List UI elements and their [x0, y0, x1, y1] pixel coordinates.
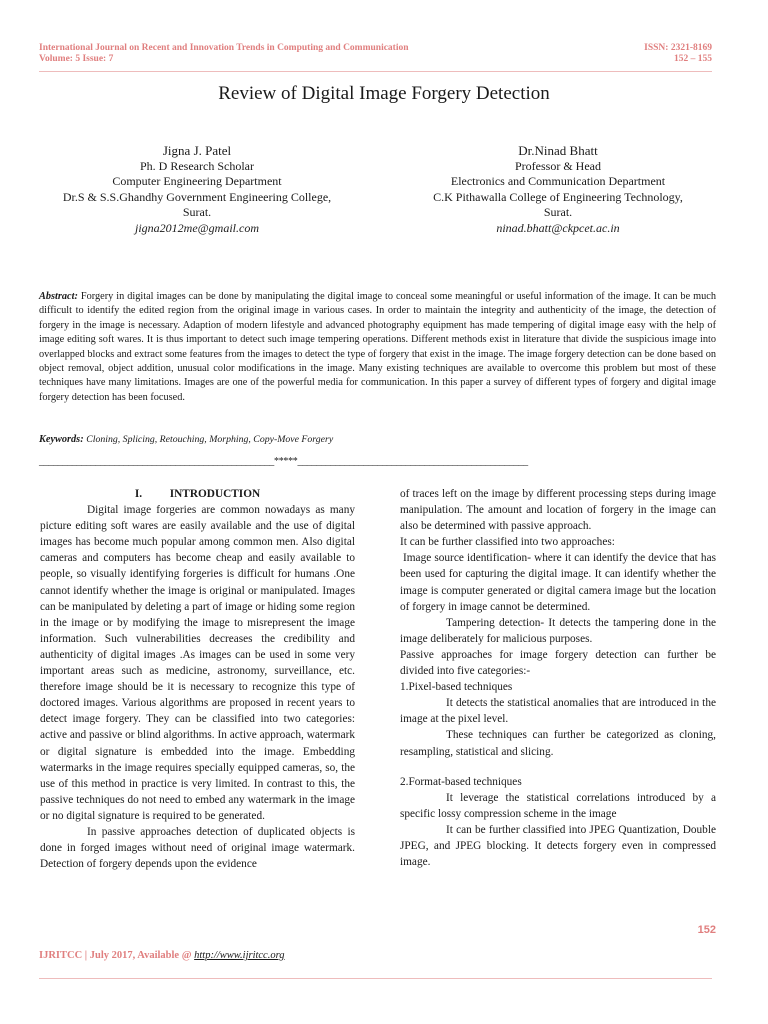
paragraph: It leverage the statistical correlations introduced by a specific lossy compression scheme in the image	[400, 791, 716, 820]
paper-title: Review of Digital Image Forgery Detection	[218, 83, 550, 104]
paragraph: Digital image forgeries are common nowadays as many picture editing soft wares are easily available and the use of digital images has become much popular among common men. Also digital cameras and computers has become cheap and easily available to people, so visually identifying forgeries is difficult for humans .One cannot identify whether the image is original or manipulated. Images can be manipulated by deleting a part of image or hiding some region in the image or by modifying the image to misrepresent the image information. Such vulnerabilities decreases the credibility and authenticity of digital images .As images can be used in some very important areas such as medicine, astronomy, surveillance, etc. therefore image should be it is necessary to recognize this type of doctored images. Various algorithms are proposed in recent years to detect image forgery. They can be classified into two categories: active and passive or blind algorithms. In active approach, watermark or digital signature is embedded into the image. Embedding watermarks in the image requires specially equipped cameras, so, the use of this method in practice is very limited. In contrast to this, the passive techniques do not need to embed any watermark in the image or no digital signature is required to be generated.	[40, 504, 355, 822]
author-city: Surat.	[182, 205, 212, 219]
author-department: Electronics and Communication Department	[450, 174, 666, 188]
footer-link[interactable]: http://www.ijritcc.org	[194, 950, 285, 961]
header-right	[644, 43, 712, 65]
footer-text: IJRITCC | July 2017, Available @	[39, 950, 195, 961]
subheading: 1.Pixel-based techniques	[400, 681, 513, 694]
left-column	[40, 486, 355, 872]
spacer	[400, 760, 716, 774]
paragraph: of traces left on the image by different processing steps during image manipulation. The amount and location of forgery in the image can also be determined with passive approach.	[400, 488, 716, 533]
abstract	[39, 290, 716, 405]
footer	[39, 950, 285, 961]
journal-volume: Volume: 5 Issue: 7	[39, 54, 114, 64]
keywords-text: Cloning, Splicing, Retouching, Morphing, Copy-Move Forgery	[86, 434, 334, 445]
author-role: Professor & Head	[515, 158, 601, 173]
section-title: INTRODUCTION	[169, 488, 261, 500]
paragraph: Image source identification- where it can identify the device that has been used for capturing the digital image. It can identify whether the image is computer generated or digital camera image but the location of forgery in image cannot be determined.	[400, 552, 716, 613]
issn: ISSN: 2321-8169	[644, 43, 712, 53]
abstract-text: Forgery in digital images can be done by manipulating the digital image to conceal some meaningful or useful information of the image. It can be much difficult to identify the edited region from the original image in various cases. In order to maintain the integrity and authenticity of the image, the detection of forgery in the image is necessary. Adaption of modern lifestyle and advanced photography equipment has made tempering of digital image easy with the help of image editing soft wares. It is thus important to detect such image tempering operations. Different methods exist in literature that divide the suspicious image into overlapped blocks and extract some features from the images to detect the type of forgery that exist in the image. The image forgery detection can be done based on object removal, object addition, unusual color modifications in the image. Many existing techniques are available to overcome this problem but most of these techniques have many limitations. Images are one of the powerful media for communication. In this paper a survey of different types of forgery and digital image forgery detection has been focused.	[39, 291, 716, 403]
paragraph: Passive approaches for image forgery detection can further be divided into five categories:-	[400, 648, 716, 678]
paragraph: It can be further classified into JPEG Quantization, Double JPEG, and JPEG blocking. It detects forgery even in compressed image.	[400, 823, 716, 869]
subheading: 2.Format-based techniques	[400, 775, 522, 788]
keywords	[39, 434, 333, 445]
footer-rule	[39, 978, 712, 979]
right-column	[400, 486, 716, 870]
author-name: Jigna J. Patel	[162, 143, 232, 158]
author-name: Dr.Ninad Bhatt	[518, 143, 598, 158]
paragraph: It can be further classified into two approaches:	[400, 536, 615, 549]
author-department: Computer Engineering Department	[112, 174, 282, 188]
author-email[interactable]: ninad.bhatt@ckpcet.ac.in	[496, 220, 620, 235]
paragraph: Tampering detection- It detects the tampering done in the image deliberately for malicious purposes.	[400, 616, 716, 645]
page-number: 152	[697, 924, 716, 936]
author-institution: Dr.S & S.S.Ghandhy Government Engineering College,	[62, 189, 332, 204]
author-1	[30, 143, 364, 236]
author-institution: C.K Pithawalla College of Engineering Technology,	[433, 189, 683, 204]
separator-line: __________________________________________________*****_________________________________________________	[39, 456, 528, 467]
author-2	[388, 143, 728, 236]
author-email[interactable]: jigna2012me@gmail.com	[134, 220, 260, 235]
abstract-label: Abstract:	[39, 291, 78, 302]
header-rule	[39, 71, 712, 72]
paragraph: In passive approaches detection of duplicated objects is done in forged images without need of original image watermark. Detection of forgery depends upon the evidence	[40, 825, 355, 871]
section-heading	[40, 486, 355, 502]
keywords-label: Keywords:	[39, 434, 84, 445]
author-city: Surat.	[543, 205, 573, 219]
journal-name: International Journal on Recent and Innovation Trends in Computing and Communication	[39, 43, 409, 53]
paragraph: These techniques can further be categorized as cloning, resampling, statistical and slicing.	[400, 729, 716, 758]
section-number: I.	[134, 488, 143, 500]
page-range: 152 – 155	[674, 54, 712, 64]
header-left	[39, 43, 409, 65]
paragraph: It detects the statistical anomalies that are introduced in the image at the pixel level.	[400, 697, 716, 726]
author-role: Ph. D Research Scholar	[140, 158, 254, 173]
